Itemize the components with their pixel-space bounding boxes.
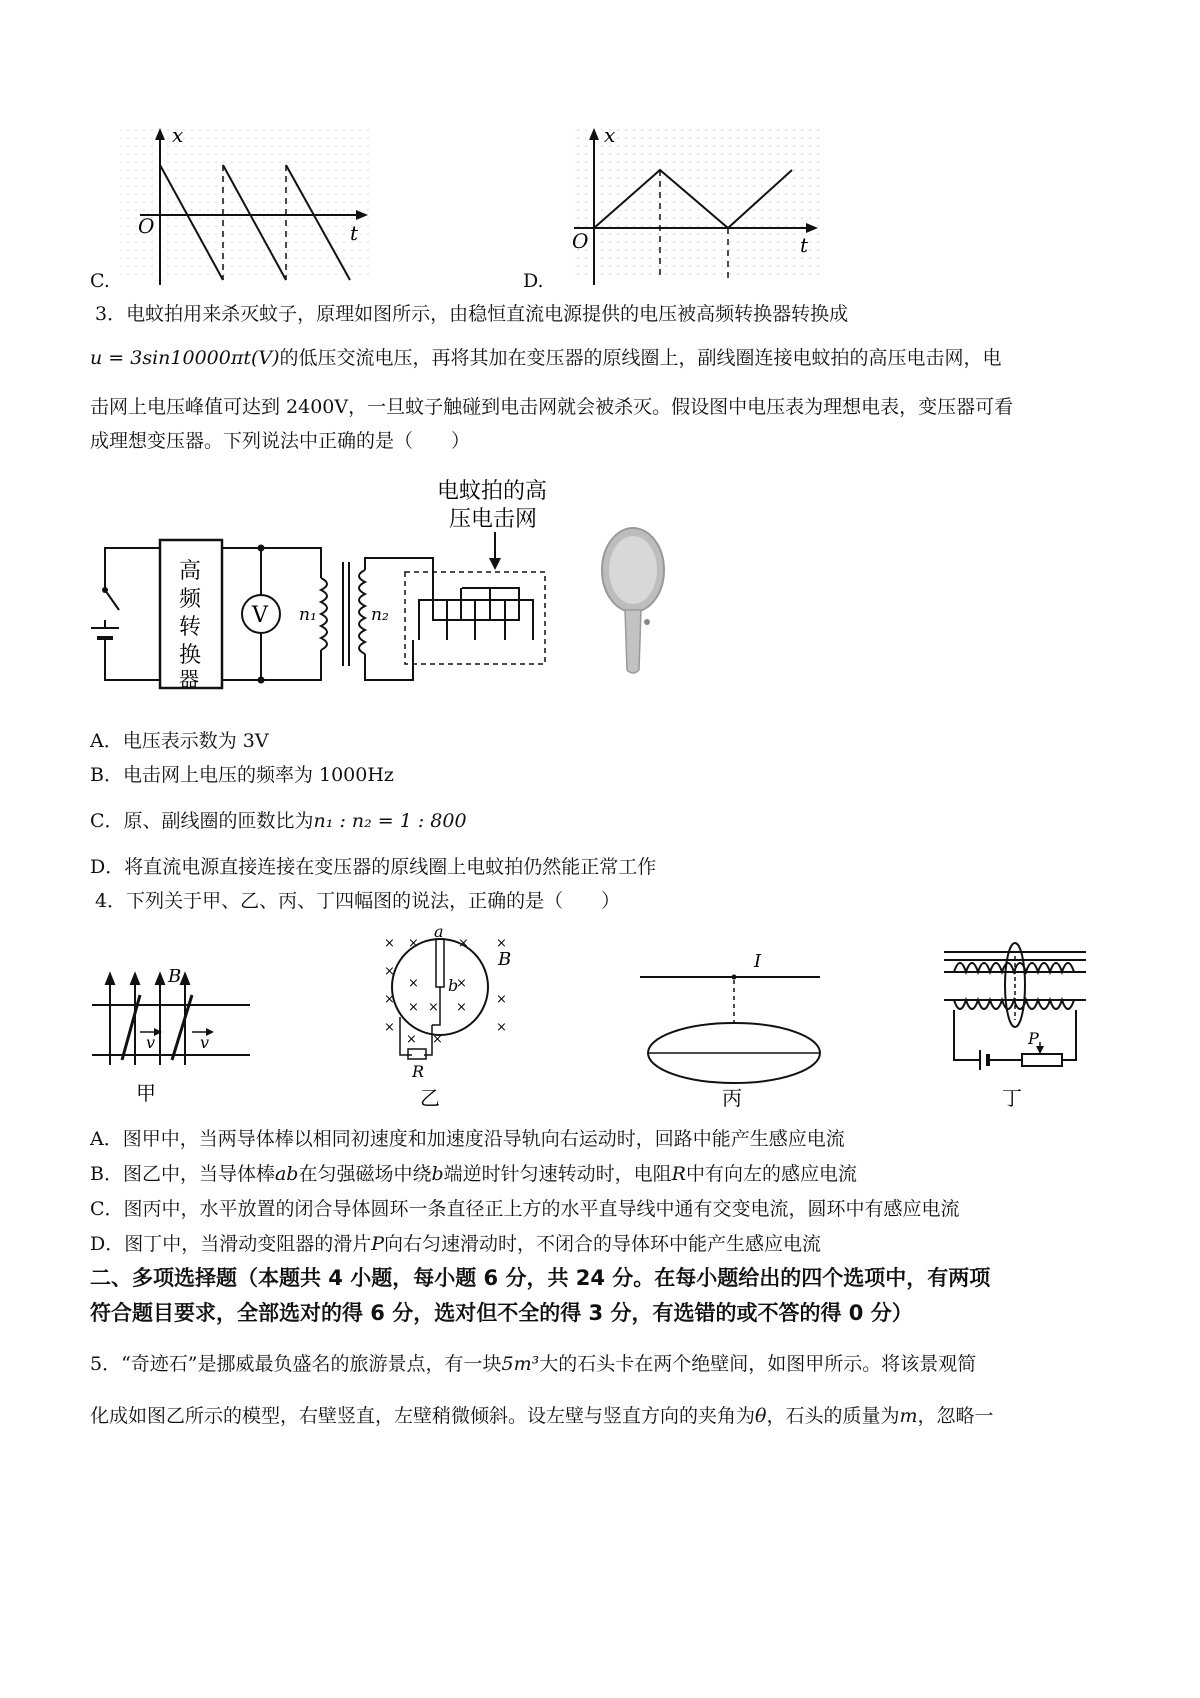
svg-text:×: × <box>456 976 467 991</box>
q3-option-d: D．将直流电源直接连接在变压器的原线圈上电蚊拍仍然能正常工作 <box>90 856 657 878</box>
q3-formula: u = 3sin10000πt(V) <box>90 347 280 369</box>
section2-heading-line1: 二、多项选择题（本题共 4 小题，每小题 6 分，共 24 分。在每小题给出的四个选项中，有两项 <box>90 1266 991 1290</box>
graph-c <box>110 120 380 290</box>
svg-text:×: × <box>458 936 469 951</box>
q4-fig-bing <box>630 935 830 1110</box>
q3-line4: 成理想变压器。下列说法中正确的是（ ） <box>90 430 471 452</box>
svg-text:×: × <box>384 992 395 1007</box>
net-label-2: 压电击网 <box>449 507 538 532</box>
slider-p-label: P <box>1028 1029 1039 1048</box>
q3-circuit-figure <box>85 470 705 710</box>
converter-char: 换 <box>179 643 202 668</box>
primary-coil <box>321 578 327 650</box>
svg-text:×: × <box>496 992 507 1007</box>
velocity-label: v <box>200 1033 210 1052</box>
q3-line2-text: 的低压交流电压，再将其加在变压器的原线圈上，副线圈连接电蚊拍的高压电击网，电 <box>279 347 1002 369</box>
b-field-label: B <box>498 949 512 970</box>
svg-text:×: × <box>496 936 507 951</box>
current-label: I <box>754 951 762 972</box>
svg-text:×: × <box>428 1000 439 1015</box>
svg-text:×: × <box>408 976 419 991</box>
n1-label: n₁ <box>299 605 317 625</box>
converter-char: 器 <box>179 667 199 691</box>
svg-text:×: × <box>384 1020 395 1035</box>
q4-option-c: C．图丙中，水平放置的闭合导体圆环一条直径正上方的水平直导线中通有交变电流，圆环中有感应电流 <box>90 1198 960 1220</box>
svg-text:×: × <box>406 1032 417 1047</box>
point-b-label: b <box>448 976 459 995</box>
q3-option-c <box>90 812 467 831</box>
q3-option-a: A．电压表示数为 3V <box>90 730 269 752</box>
t-axis-label: t <box>350 221 359 245</box>
q4-option-d: D．图丁中，当滑动变阻器的滑片P向右匀速滑动时，不闭合的导体环中能产生感应电流 <box>90 1233 822 1255</box>
q3-line3: 击网上电压峰值可达到 2400V，一旦蚊子触碰到电击网就会被杀灭。假设图中电压表为理想电表，变压器可看 <box>90 396 1014 418</box>
fig-bing-caption: 丙 <box>722 1086 742 1110</box>
svg-text:×: × <box>456 1000 467 1015</box>
q5-line2: 化成如图乙所示的模型，右壁竖直，左壁稍微倾斜。设左壁与竖直方向的夹角为θ，石头的质量为m，忽略一 <box>90 1405 994 1427</box>
solenoid-coil <box>954 963 1074 972</box>
voltmeter-label: V <box>252 603 268 628</box>
svg-text:×: × <box>408 936 419 951</box>
section2-heading-line2: 符合题目要求，全部选对的得 6 分，选对但不全的得 3 分，有选错的或不答的得 0 分） <box>90 1301 913 1325</box>
graph-d <box>560 120 830 290</box>
q3-line1: 3．电蚊拍用来杀灭蚊子，原理如图所示，由稳恒直流电源提供的电压被高频转换器转换成 <box>95 303 849 325</box>
q4-fig-yi <box>378 925 518 1110</box>
q3-line2 <box>90 349 1002 368</box>
velocity-label: v <box>146 1033 156 1052</box>
svg-text:×: × <box>432 1032 443 1047</box>
q5-line1: 5．“奇迹石”是挪威最负盛名的旅游景点，有一块5m³大的石头卡在两个绝壁间，如图甲所示。将该景观简 <box>90 1353 977 1375</box>
racket-image <box>602 528 664 673</box>
net-label-1: 电蚊拍的高 <box>437 479 548 504</box>
origin-label: O <box>572 229 589 253</box>
q4-stem: 4．下列关于甲、乙、丙、丁四幅图的说法，正确的是（ ） <box>95 890 621 912</box>
q3-option-c-formula: n₁ : n₂ = 1 : 800 <box>313 810 467 832</box>
point-a-label: a <box>434 925 444 941</box>
b-field-label: B <box>168 966 182 987</box>
secondary-coil <box>359 570 365 654</box>
t-axis-label: t <box>800 233 809 257</box>
q3-option-b: B．电击网上电压的频率为 1000Hz <box>90 764 394 786</box>
fig-yi-caption: 乙 <box>420 1086 440 1110</box>
fig-jia-caption: 甲 <box>136 1081 156 1105</box>
resistor-label: R <box>412 1062 425 1081</box>
fig-ding-caption: 丁 <box>1002 1086 1022 1110</box>
n2-label: n₂ <box>371 605 389 625</box>
svg-text:×: × <box>384 964 395 979</box>
converter-char: 转 <box>179 615 202 640</box>
q4-option-b: B．图乙中，当导体棒ab在匀强磁场中绕b端逆时针匀速转动时，电阻R中有向左的感应电流 <box>90 1163 857 1185</box>
x-axis-label: x <box>172 123 184 147</box>
converter-char: 高 <box>179 559 202 584</box>
svg-text:×: × <box>408 1000 419 1015</box>
switch <box>105 590 119 610</box>
x-axis-label: x <box>604 123 616 147</box>
converter-char: 频 <box>179 587 202 612</box>
origin-label: O <box>138 214 155 238</box>
option-c-label: C. <box>90 270 110 292</box>
q4-fig-ding <box>940 930 1090 1110</box>
rheostat <box>1022 1054 1062 1066</box>
rod-ab <box>436 939 444 987</box>
svg-text:×: × <box>384 936 395 951</box>
q4-option-a: A．图甲中，当两导体棒以相同初速度和加速度沿导轨向右运动时，回路中能产生感应电流 <box>90 1128 845 1150</box>
svg-text:×: × <box>496 1020 507 1035</box>
resistor-r <box>408 1049 426 1059</box>
q3-option-c-text: C．原、副线圈的匝数比为 <box>90 810 314 832</box>
q4-fig-jia <box>90 960 260 1110</box>
option-d-label: D. <box>523 270 544 292</box>
